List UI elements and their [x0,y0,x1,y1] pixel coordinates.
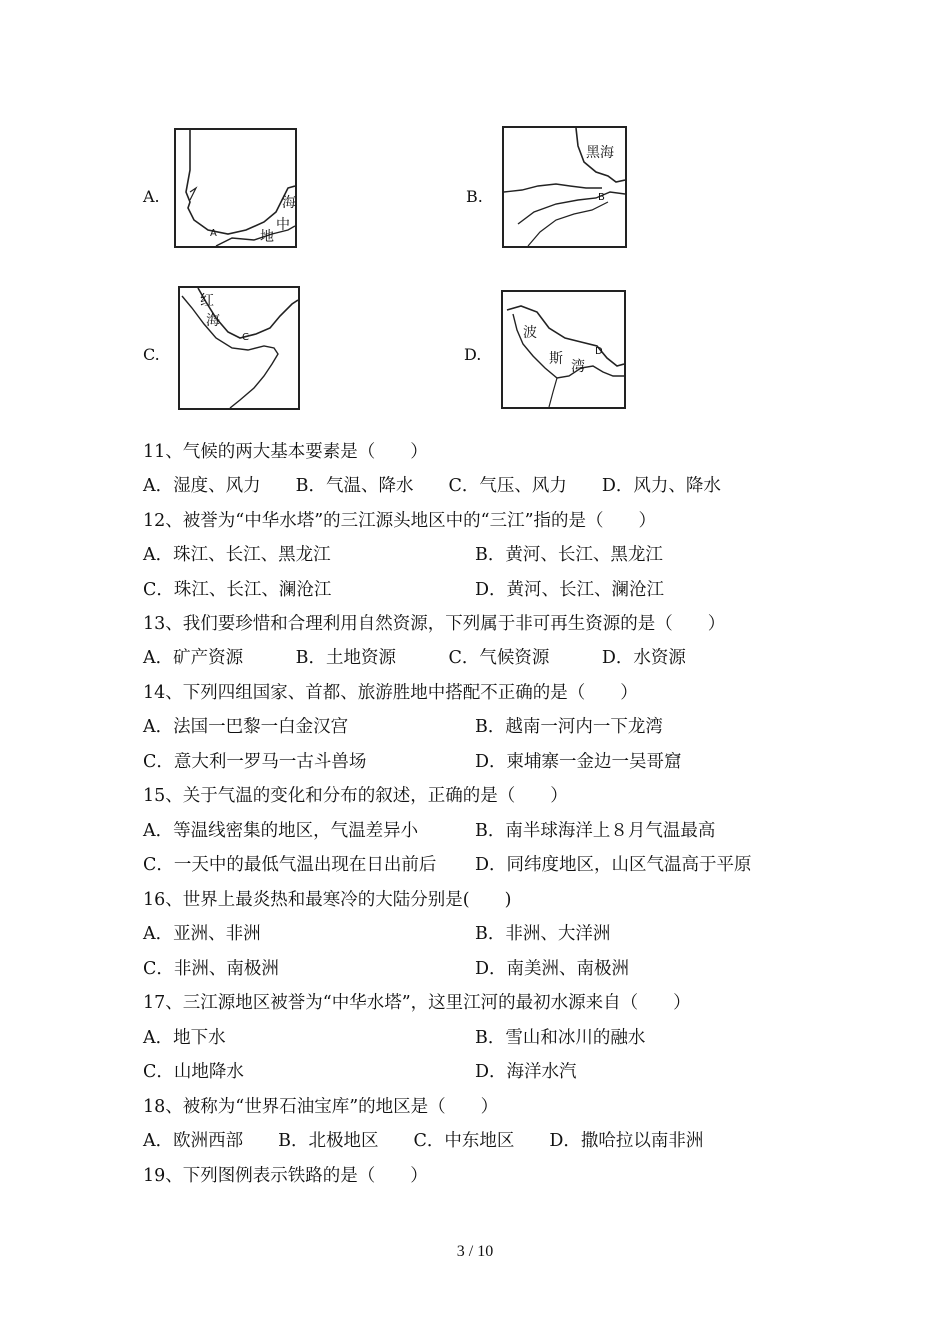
map-b-marker-b: B [598,192,605,203]
map-a-mediterranean [174,128,297,248]
map-d-label-si: 斯 [549,351,563,367]
map-c-label-red: 红 [200,293,214,309]
question-16-option-b: B．非洲、大洋洲 [475,924,611,944]
option-d-label: D. [464,345,482,364]
map-a-label-sea: 海 [282,195,296,211]
question-14-option-d: D．柬埔寨一金边一吴哥窟 [475,752,682,772]
question-16-stem: 16、世界上最炎热和最寒冷的大陆分别是( ) [143,890,512,910]
question-11-stem: 11、气候的两大基本要素是（ ） [143,442,428,462]
question-17-option-a: A．地下水 [143,1028,226,1048]
question-14-option-a: A．法国一巴黎一白金汉宫 [143,717,349,737]
map-c-label-sea: 海 [206,313,220,329]
map-b-label-black-sea: 黑海 [586,145,614,161]
question-12-option-c: C．珠江、长江、澜沧江 [143,580,332,600]
question-12-option-b: B．黄河、长江、黑龙江 [475,545,663,565]
map-d-label-wan: 湾 [571,359,585,375]
question-16-option-a: A．亚洲、非洲 [143,924,261,944]
question-19-stem: 19、下列图例表示铁路的是（ ） [143,1166,428,1186]
question-18-options: A．欧洲西部 B．北极地区 C．中东地区 D．撒哈拉以南非洲 [143,1131,704,1151]
question-12-option-d: D．黄河、长江、澜沧江 [475,580,665,600]
question-17-option-b: B．雪山和冰川的融水 [475,1028,646,1048]
question-17-option-d: D．海洋水汽 [475,1062,577,1082]
question-16-option-c: C．非洲、南极洲 [143,959,279,979]
question-14-stem: 14、下列四组国家、首都、旅游胜地中搭配不正确的是（ ） [143,683,638,703]
question-11-options: A．湿度、风力 B．气温、降水 C．气压、风力 D．风力、降水 [143,476,721,496]
question-15-option-a: A．等温线密集的地区，气温差异小 [143,821,419,841]
option-c-label: C. [143,345,160,364]
question-15-option-d: D．同纬度地区，山区气温高于平原 [475,855,752,875]
question-12-stem: 12、被誉为“中华水塔”的三江源头地区中的“三江”指的是（ ） [143,511,657,531]
question-17-option-c: C．山地降水 [143,1062,244,1082]
map-a-marker-a: A [210,228,217,239]
map-a-label-middle: 中 [276,217,290,233]
question-12-option-a: A．珠江、长江、黑龙江 [143,545,331,565]
question-17-stem: 17、三江源地区被誉为“中华水塔”，这里江河的最初水源来自（ ） [143,993,691,1013]
question-13-stem: 13、我们要珍惜和合理利用自然资源，下列属于非可再生资源的是（ ） [143,614,726,634]
option-a-label: A. [143,187,160,206]
map-c-red-sea [178,286,300,410]
question-14-option-b: B．越南一河内一下龙湾 [475,717,663,737]
map-c-marker-c: C [242,332,249,343]
map-b-bosporus [502,126,627,248]
map-d-marker-d: D [595,346,603,357]
option-b-label: B. [466,187,483,206]
question-15-option-c: C．一天中的最低气温出现在日出前后 [143,855,437,875]
question-14-option-c: C．意大利一罗马一古斗兽场 [143,752,367,772]
map-d-label-bo: 波 [523,325,537,341]
map-a-label-land: 地 [260,229,274,245]
question-15-option-b: B．南半球海洋上８月气温最高 [475,821,716,841]
question-15-stem: 15、关于气温的变化和分布的叙述，正确的是（ ） [143,786,568,806]
page-number: 3 / 10 [456,1243,494,1260]
question-13-options: A．矿产资源 B．土地资源 C．气候资源 D．水资源 [143,648,686,668]
map-d-persian-gulf [501,290,626,409]
question-16-option-d: D．南美洲、南极洲 [475,959,630,979]
question-18-stem: 18、被称为“世界石油宝库”的地区是（ ） [143,1097,499,1117]
